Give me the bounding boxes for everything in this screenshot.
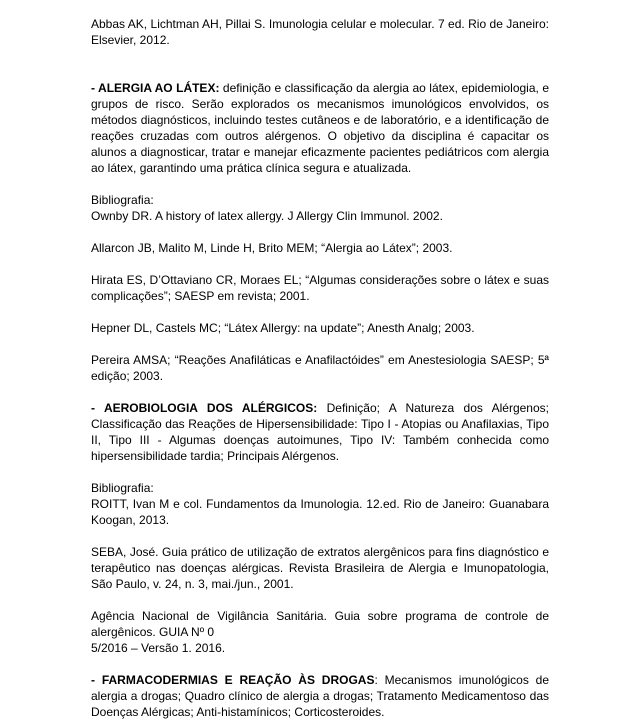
bibliography-label: Bibliografia: bbox=[91, 481, 154, 495]
reference-item: Pereira AMSA; “Reações Anafiláticas e Anafilactóides” em Anestesiologia SAESP; 5ª edição; 2003. bbox=[91, 353, 549, 383]
reference-abbas: Abbas AK, Lichtman AH, Pillai S. Imunologia celular e molecular. 7 ed. Rio de Janeiro: Elsevier, 2012. bbox=[91, 17, 549, 47]
reference-item: Hirata ES, D’Ottaviano CR, Moraes EL; “Algumas considerações sobre o látex e suas complicações”; SAESP em revista; 2001. bbox=[91, 273, 549, 303]
reference-item: Hepner DL, Castels MC; “Látex Allergy: na update”; Anesth Analg; 2003. bbox=[91, 321, 475, 335]
section-heading: - ALERGIA AO LÁTEX: bbox=[91, 81, 220, 95]
reference-item: Agência Nacional de Vigilância Sanitária. Guia sobre programa de controle de alergênicos. GUIA Nº 0 bbox=[91, 609, 549, 639]
section-farmacodermias bbox=[91, 672, 549, 720]
document-text-column bbox=[91, 16, 549, 720]
reference-item: Allarcon JB, Malito M, Linde H, Brito MEM; “Alergia ao Látex”; 2003. bbox=[91, 241, 453, 255]
section-heading: - AEROBIOLOGIA DOS ALÉRGICOS: bbox=[91, 401, 318, 415]
reference-item: ROITT, Ivan M e col. Fundamentos da Imunologia. 12.ed. Rio de Janeiro: Guanabara Koogan, 2013. bbox=[91, 497, 549, 527]
reference-item: Ownby DR. A history of latex allergy. J Allergy Clin Immunol. 2002. bbox=[91, 209, 443, 223]
section-description: Definição; A Natureza dos Alérgenos; Classificação das Reações de Hipersensibilidade: Tipo I - Atopias ou Anafilaxias, Tipo II, Tipo III - Algumas doenças autoimunes, Tipo IV: Também conhecida como hipersensibilidade tardia; Principais Alérgenos. bbox=[91, 401, 549, 463]
section-description: : Mecanismos imunológicos de alergia a drogas; Quadro clínico de alergia a drogas; Tratamento Medicamentoso das Doenças Alérgicas; Anti-histamínicos; Corticosteroides. bbox=[91, 673, 549, 719]
bibliography-label: Bibliografia: bbox=[91, 193, 154, 207]
section-heading: - FARMACODERMIAS E REAÇÃO ÀS DROGAS bbox=[91, 673, 375, 687]
reference-item: SEBA, José. Guia prático de utilização de extratos alergênicos para fins diagnóstico e terapêutico nas doenças alérgicas. Revista Brasileira de Alergia e Imunopatologia, São Paulo, v. 24, n. 3, mai./jun., 2001. bbox=[91, 545, 549, 591]
section-description: definição e classificação da alergia ao látex, epidemiologia, e grupos de risco. Serão explorados os mecanismos imunológicos envolvidos, os métodos diagnósticos, incluindo testes cutâneos e de laboratório, e a identificação de reações cruzadas com outros alérgenos. O objetivo da disciplina é capacitar os alunos a diagnosticar, tratar e manejar eficazmente pacientes pediátricos com alergia ao látex, garantindo uma prática clínica segura e atualizada. bbox=[91, 81, 550, 175]
reference-item: 5/2016 – Versão 1. 2016. bbox=[91, 641, 226, 655]
section-alergia-latex bbox=[91, 80, 549, 176]
section-aerobiologia bbox=[91, 400, 549, 464]
